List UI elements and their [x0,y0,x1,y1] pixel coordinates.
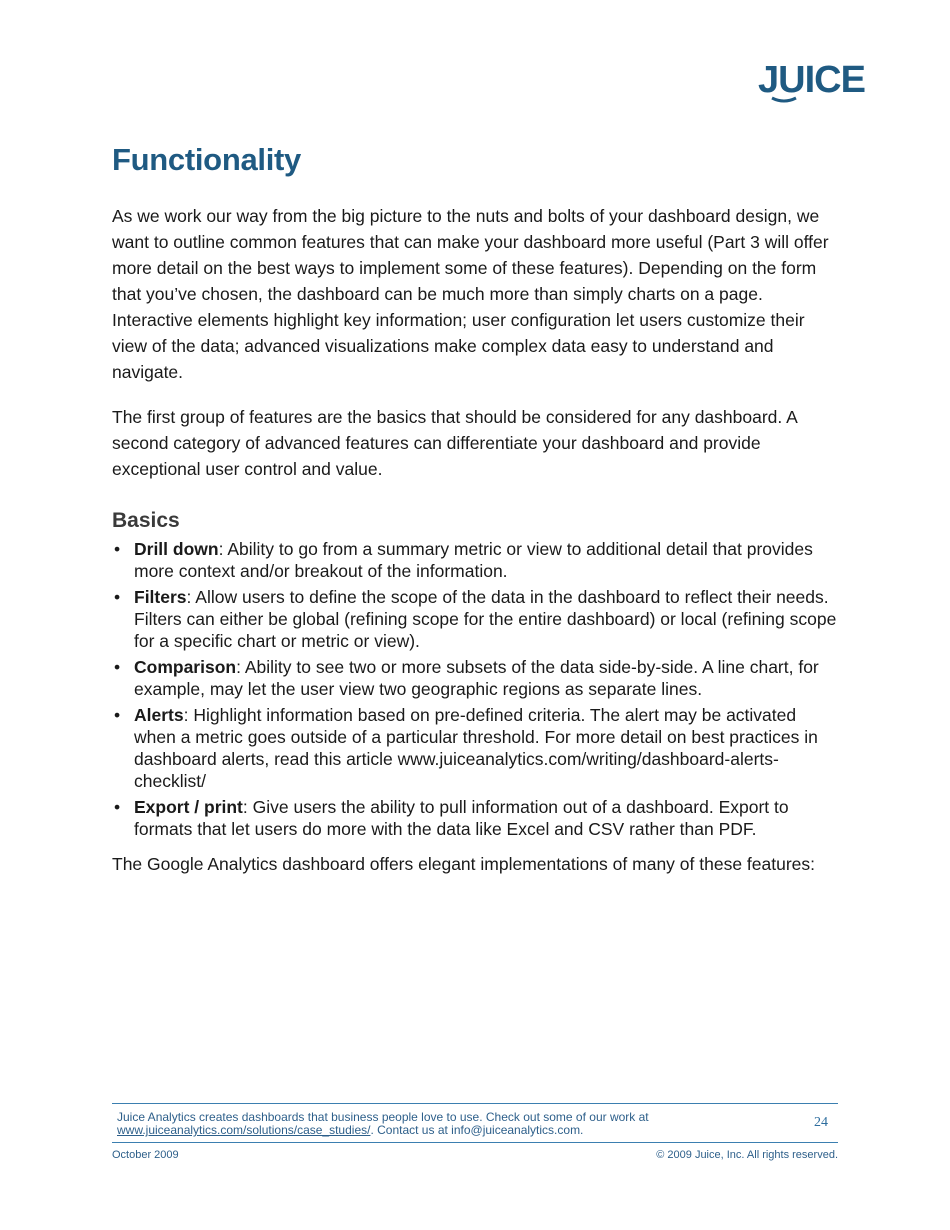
list-item [112,538,840,582]
footer-text [117,1111,757,1137]
feature-term: Alerts [134,705,184,725]
feature-description: : Allow users to define the scope of the data in the dashboard to reflect their needs. Filters can either be global (refining scope for the entire dashboard) or local (refining scope for a specific chart or metric or view). [134,587,837,651]
footer-line-1: Juice Analytics creates dashboards that business people love to use. Check out some of our work at [117,1110,649,1124]
footer-copyright: © 2009 Juice, Inc. All rights reserved. [656,1149,838,1161]
page-number: 24 [814,1115,828,1130]
footer-date: October 2009 [112,1149,179,1161]
bullet: • [114,657,121,677]
feature-description: : Highlight information based on pre-defined criteria. The alert may be activated when a metric goes outside of a particular threshold. For more detail on best practices in dashboard alerts, read this article www.juiceanalytics.com/writing/dashboard-alerts-checklist/ [134,705,818,791]
feature-term: Filters [134,587,187,607]
footer-banner [112,1103,838,1143]
page-content [112,140,840,877]
bullet: • [114,539,121,559]
feature-description: : Ability to go from a summary metric or view to additional detail that provides more context and/or breakout of the information. [134,539,813,581]
basics-heading: Basics [112,509,180,532]
feature-description: : Give users the ability to pull information out of a dashboard. Export to formats that let users do more with the data like Excel and CSV rather than PDF. [134,797,789,839]
feature-term: Drill down [134,539,219,559]
feature-description: : Ability to see two or more subsets of the data side-by-side. A line chart, for example, may let the user view two geographic regions as separate lines. [134,657,819,699]
bullet: • [114,797,121,817]
basics-list [112,538,840,840]
groups-paragraph: The first group of features are the basics that should be considered for any dashboard. A second category of advanced features can differentiate your dashboard and provide exceptional user control and value. [112,407,797,479]
bullet: • [114,587,121,607]
page-title: Functionality [112,142,301,177]
closing-paragraph: The Google Analytics dashboard offers elegant implementations of many of these features: [112,854,816,874]
logo-text: JUICE [758,59,865,101]
juice-logo-mark [758,54,865,104]
bullet: • [114,705,121,725]
list-item [112,796,840,840]
case-studies-link[interactable]: www.juiceanalytics.com/solutions/case_studies/ [117,1123,371,1137]
list-item [112,586,840,652]
feature-term: Export / print [134,797,243,817]
intro-paragraph: As we work our way from the big picture to the nuts and bolts of your dashboard design, we want to outline common features that can make your dashboard more useful (Part 3 will offer more detail on the best ways to implement some of these features). Depending on the form that you’ve chosen, the dashboard can be much more than simply charts on a page. Interactive elements highlight key information; user configuration let users customize their view of the data; advanced visualizations make complex data easy to understand and navigate. [112,206,829,382]
list-item [112,704,840,792]
feature-term: Comparison [134,657,237,677]
juice-logo [758,54,865,104]
list-item [112,656,840,700]
footer-contact: . Contact us at info@juiceanalytics.com. [370,1123,584,1137]
